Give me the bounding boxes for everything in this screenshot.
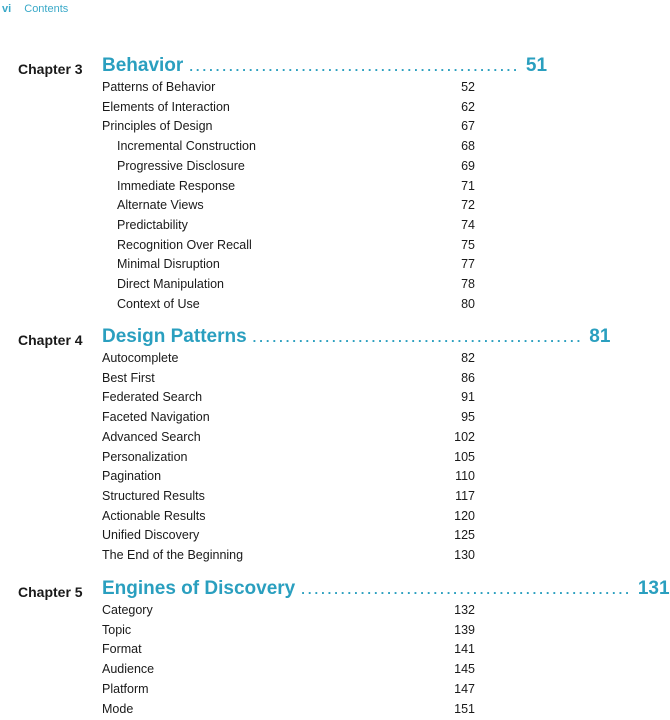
dot-leader: .................................................. [189, 59, 520, 74]
chapter-page-number: 131 [637, 578, 670, 599]
toc-entry[interactable] [102, 448, 475, 466]
toc-entry-page: 105 [454, 449, 475, 464]
toc-subentry[interactable] [117, 177, 475, 195]
chapter-label: Chapter 4 [18, 332, 83, 348]
running-head [2, 3, 68, 15]
toc-entry-title: Personalization [102, 449, 188, 464]
toc-subentry[interactable] [117, 275, 475, 293]
dot-leader: .................................................. [301, 582, 632, 597]
toc-subentry[interactable] [117, 255, 475, 273]
toc-entry-title: Alternate Views [117, 198, 204, 213]
toc-entry-page: 86 [461, 370, 475, 385]
toc-entry[interactable] [102, 487, 475, 505]
toc-entry-title: Audience [102, 662, 155, 677]
chapter-label: Chapter 3 [18, 61, 83, 77]
toc-entry-title: Immediate Response [117, 178, 236, 193]
toc-entry-title: Autocomplete [102, 351, 179, 365]
toc-entry-page: 125 [454, 528, 475, 543]
toc-entry-page: 52 [461, 80, 475, 94]
toc-entry-page: 151 [454, 701, 475, 716]
toc-entry-page: 132 [454, 603, 475, 617]
toc-entry-page: 77 [461, 257, 475, 272]
toc-entry-page: 72 [461, 198, 475, 213]
toc-entry[interactable] [102, 349, 475, 367]
toc-entry-title: Recognition Over Recall [117, 237, 252, 252]
chapter-title-row[interactable] [102, 578, 670, 600]
toc-entry-page: 69 [461, 158, 475, 173]
chapter-title: Design Patterns [102, 326, 247, 347]
toc-entry[interactable] [102, 98, 475, 116]
toc-entry-title: Elements of Interaction [102, 99, 230, 114]
toc-entry-page: 75 [461, 237, 475, 252]
toc-entry[interactable] [102, 640, 475, 658]
toc-entry-page: 74 [461, 217, 475, 232]
toc-subentry[interactable] [117, 196, 475, 214]
toc-entry[interactable] [102, 621, 475, 639]
toc-entry[interactable] [102, 507, 475, 525]
toc-entry[interactable] [102, 680, 475, 698]
toc-entry[interactable] [102, 78, 475, 96]
chapter-title: Engines of Discovery [102, 578, 296, 599]
toc-entry-page: 68 [461, 139, 475, 154]
toc-entry-page: 80 [461, 296, 475, 311]
toc-entry-title: Predictability [117, 217, 188, 232]
toc-entry-page: 139 [454, 622, 475, 637]
toc-entry-page: 82 [461, 351, 475, 365]
chapter-title: Behavior [102, 55, 184, 76]
toc-entry-title: Best First [102, 370, 155, 385]
toc-entry-page: 78 [461, 277, 475, 291]
toc-entry-page: 67 [461, 119, 475, 134]
toc-entry-page: 130 [454, 548, 475, 562]
toc-entry-title: Faceted Navigation [102, 410, 210, 425]
toc-entry-title: Direct Manipulation [117, 277, 224, 291]
toc-entry-page: 147 [454, 681, 475, 696]
toc-entry-page: 110 [455, 469, 475, 484]
toc-subentry[interactable] [117, 137, 475, 155]
toc-entry-title: Format [102, 642, 142, 657]
toc-entry-title: Unified Discovery [102, 528, 200, 543]
toc-entry-title: Actionable Results [102, 508, 206, 523]
chapter-title-row[interactable] [102, 55, 548, 77]
toc-entry-page: 120 [454, 508, 475, 523]
chapter-title-row[interactable] [102, 326, 611, 348]
toc-subentry[interactable] [117, 157, 475, 175]
chapter-page-number: 51 [525, 55, 548, 76]
toc-entry[interactable] [102, 408, 475, 426]
toc-entry[interactable] [102, 388, 475, 406]
toc-entry-page: 62 [461, 99, 475, 114]
toc-entry[interactable] [102, 467, 475, 485]
toc-entry[interactable] [102, 526, 475, 544]
toc-entry-title: Mode [102, 701, 134, 716]
toc-entry-title: Patterns of Behavior [102, 80, 216, 94]
toc-entry[interactable] [102, 369, 475, 387]
toc-entry-page: 91 [461, 390, 475, 405]
toc-entry-page: 145 [454, 662, 475, 677]
toc-entry[interactable] [102, 660, 475, 678]
toc-subentry[interactable] [117, 236, 475, 254]
chapter-page-number: 81 [589, 326, 611, 347]
page-folio: vi [2, 3, 12, 15]
toc-entry-title: Advanced Search [102, 429, 201, 444]
chapter-label: Chapter 5 [18, 584, 83, 600]
toc-entry[interactable] [102, 117, 475, 135]
toc-entry-title: The End of the Beginning [102, 548, 244, 562]
toc-subentry[interactable] [117, 216, 475, 234]
toc-entry-title: Platform [102, 681, 149, 696]
toc-entry-page: 102 [454, 429, 475, 444]
toc-entry-title: Context of Use [117, 296, 200, 311]
toc-entry-title: Topic [102, 622, 132, 637]
toc-entry-title: Minimal Disruption [117, 257, 220, 272]
toc-subentry[interactable] [117, 295, 475, 313]
toc-entry-title: Federated Search [102, 390, 203, 405]
toc-entry[interactable] [102, 428, 475, 446]
toc-entry[interactable] [102, 601, 475, 619]
dot-leader: .................................................. [252, 330, 584, 345]
toc-entry-title: Principles of Design [102, 119, 213, 134]
toc-entry[interactable] [102, 546, 475, 564]
toc-entry-page: 117 [455, 488, 475, 503]
running-head-label: Contents [24, 3, 69, 15]
toc-entry-title: Structured Results [102, 488, 205, 503]
toc-entry-page: 71 [461, 178, 475, 193]
toc-entry-title: Progressive Disclosure [117, 158, 245, 173]
toc-entry-page: 95 [461, 410, 475, 425]
toc-entry[interactable] [102, 700, 475, 718]
toc-entry-title: Pagination [102, 469, 162, 484]
toc-entry-title: Category [102, 603, 153, 617]
toc-entry-page: 141 [454, 642, 475, 657]
toc-entry-title: Incremental Construction [117, 139, 256, 154]
